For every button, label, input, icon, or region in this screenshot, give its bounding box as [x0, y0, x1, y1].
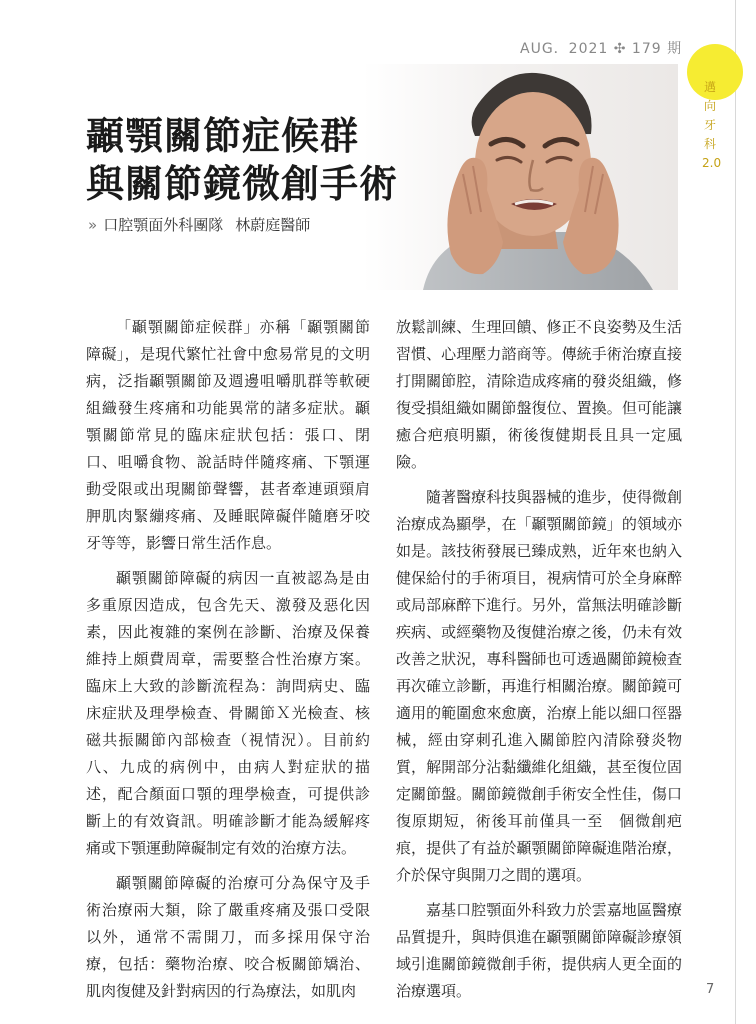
title-line: 與關節鏡微創手術 [86, 161, 399, 206]
paragraph: 顳顎關節障礙的病因一直被認為是由多重原因造成，包含先天、激發及惡化因素，因此複雜的案例在診斷、治療及保養維持上頗費周章，需要整合性治療方案。臨床上大致的診斷流程為：詢問病史、臨床症狀及理學檢查、骨關節Ｘ光檢查、核磁共振關節內部檢查（視情況）。目前約八、九成的病例中，由病人對症狀的描述，配合顏面口顎的理學檢查，可提供診斷上的有效資訊。明確診斷才能為緩解疼痛或下顎運動障礙制定有效的治療方法。 [86, 569, 370, 857]
paragraph: 顳顎關節障礙的治療可分為保守及手術治療兩大類，除了嚴重疼痛及張口受限以外，通常不需開刀，而多採用保守治療，包括：藥物治療、咬合板關節矯治、肌肉復健及針對病因的行為療法，如肌肉 [86, 874, 370, 1000]
column-label-char: 向 [703, 99, 716, 113]
title-line: 顳顎關節症候群 [86, 113, 360, 158]
column-label-char: 邁 [703, 80, 716, 94]
hero-photo-man-jaw-pain [363, 64, 678, 290]
man-jaw-pain-illustration [363, 64, 678, 290]
byline-author: 林蔚庭醫師 [235, 216, 311, 234]
column-label-char: 2.0 [702, 156, 722, 170]
column-label-char: 牙 [703, 118, 716, 132]
left-text-column [86, 314, 370, 1013]
author-byline [88, 214, 310, 235]
right-text-column [396, 314, 682, 1013]
byline-department: 口腔顎面外科團隊 [103, 216, 224, 234]
paragraph-continuation: 放鬆訓練、生理回饋、修正不良姿勢及生活習慣、心理壓力諮商等。傳統手術治療直接打開關節腔，清除造成疼痛的發炎組織，修復受損組織如關節盤復位、置換。但可能讓癒合疤痕明顯，術後復健期長且具一定風險。 [396, 318, 682, 471]
byline-chevron-icon: » [88, 216, 98, 234]
issue-info: AUG．2021 ✣ 179 期 [520, 41, 683, 57]
paragraph: 隨著醫療科技與器械的進步，使得微創治療成為顯學，在「顳顎關節鏡」的領域亦如是。該技術發展已臻成熟，近年來也納入健保給付的手術項目，視病情可於全身麻醉或局部麻醉下進行。另外，當無法明確診斷疾病、或經藥物及復健治療之後，仍未有效改善之狀況，專科醫師也可透過關節鏡檢查再次確立診斷，再進行相關治療。關節鏡可適用的範圍愈來愈廣，治療上能以細口徑器械，經由穿刺孔進入關節腔內清除發炎物質，解開部分沾黏纖維化組織，甚至復位固定關節盤。關節鏡微創手術安全性佳，傷口復原期短，術後耳前僅具一至 個微創疤痕，提供了有益於顳顎關節障礙進階治療，介於保守與開刀之間的選項。 [396, 488, 682, 884]
column-label [702, 78, 722, 173]
paragraph: 嘉基口腔顎面外科致力於雲嘉地區醫療品質提升，與時俱進在顳顎關節障礙診療領域引進關節鏡微創手術，提供病人更全面的治療選項。 [396, 901, 682, 1000]
paragraph: 「顳顎關節症候群」亦稱「顳顎關節障礙」，是現代繁忙社會中愈易常見的文明病，泛指顳顎關節及週邊咀嚼肌群等軟硬組織發生疼痛和功能異常的諸多症狀。顳顎關節常見的臨床症狀包括：張口、閉口、咀嚼食物、說話時伴隨疼痛、下顎運動受限或出現關節聲響，甚者牽連頭頸肩胛肌肉緊繃疼痛、及睡眠障礙伴隨磨牙咬牙等等，影響日常生活作息。 [86, 318, 370, 552]
column-label-char: 科 [703, 137, 716, 151]
page-number: 7 [706, 982, 715, 997]
article-title [86, 112, 398, 208]
page-edge-rule [735, 0, 736, 1024]
